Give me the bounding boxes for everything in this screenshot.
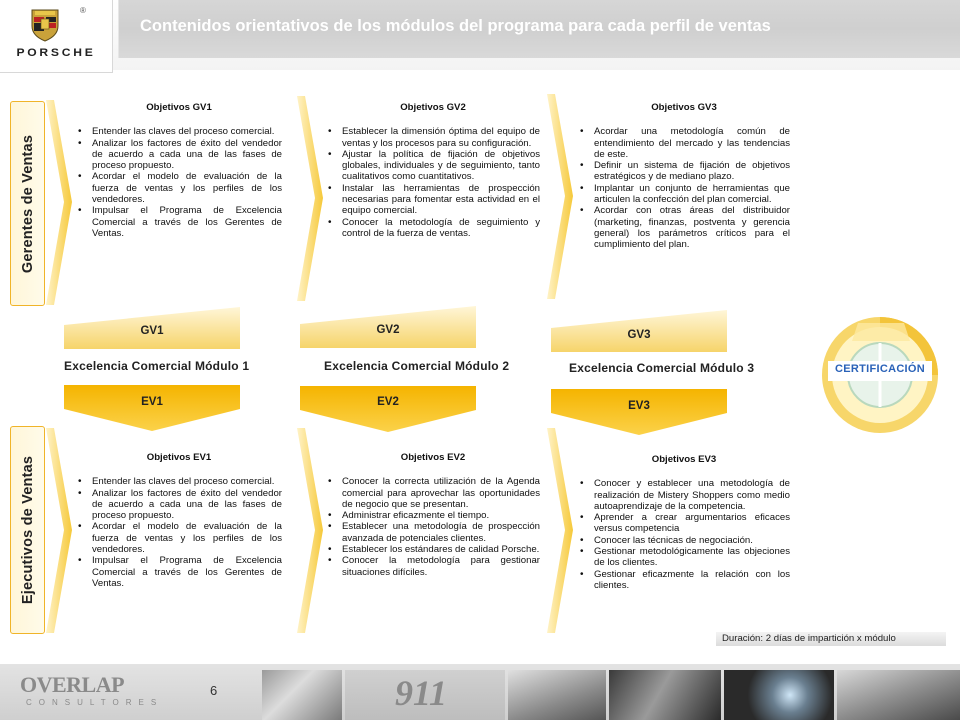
ev1-arrow (64, 385, 240, 431)
objetivos-ev2 (326, 452, 540, 578)
module-2-title: Excelencia Comercial Módulo 2 (324, 359, 510, 373)
chevron-ev3 (547, 428, 573, 633)
list-item: • Acordar con otras áreas del distribuidor (marketing, finanzas, postventa y gerencia general) los parámetros críticos para el cumplimiento del plan. (594, 205, 790, 250)
certification-label: CERTIFICACIÓN (834, 363, 926, 375)
certification-icon (818, 283, 942, 439)
list-item: • Acordar el modelo de evaluación de la fuerza de ventas y los perfiles de los vendedores. (92, 521, 282, 555)
gv2-label: GV2 (376, 324, 400, 336)
objetivos-gv3 (578, 102, 790, 251)
gv3-label: GV3 (627, 329, 651, 341)
list-item: • Entender las claves del proceso comercial. (92, 126, 282, 137)
ev3-label: EV3 (628, 400, 650, 412)
photo-interior-thumbnail (609, 670, 721, 720)
page-title: Contenidos orientativos de los módulos del programa para cada perfil de ventas (140, 17, 771, 35)
ev3-arrow (551, 389, 727, 435)
list-item: • Analizar los factores de éxito del vendedor de acuerdo a cada una de las fases de proceso propuesto. (92, 488, 282, 522)
list-item: • Gestionar eficazmente la relación con los clientes. (594, 569, 790, 592)
list-item: • Conocer las técnicas de negociación. (594, 535, 790, 546)
duration-text: Duración: 2 días de impartición x módulo (722, 633, 896, 644)
porsche-logo (0, 0, 113, 73)
objetivos-ev2-list (326, 476, 540, 578)
chevron-gv2 (297, 96, 323, 301)
side-label-gerentes-text: Gerentes de Ventas (19, 134, 36, 273)
list-item: • Aprender a crear argumentarios eficaces versus competencia (594, 512, 790, 535)
objetivos-ev3 (578, 454, 790, 591)
list-item: • Administrar eficazmente el tiempo. (342, 510, 540, 521)
photo-grille-thumbnail (508, 670, 606, 720)
module-1-title: Excelencia Comercial Módulo 1 (64, 359, 250, 373)
list-item: • Conocer la metodología de seguimiento y control de la fuerza de ventas. (342, 217, 540, 240)
module-3-title: Excelencia Comercial Módulo 3 (569, 361, 755, 375)
objetivos-ev1-list (76, 476, 282, 589)
list-item: • Acordar una metodología común de entendimiento del mercado y las tendencias de este. (594, 126, 790, 160)
objetivos-ev1 (76, 452, 282, 589)
photo-headlight-thumbnail (724, 670, 834, 720)
list-item: • Impulsar el Programa de Excelencia Comercial a través de los Gerentes de Ventas. (92, 205, 282, 239)
chevron-ev2 (297, 428, 323, 633)
duration-note (716, 632, 946, 646)
overlap-logo: OVERLAP (20, 672, 125, 697)
page-number: 6 (210, 683, 218, 698)
list-item: • Implantar un conjunto de herramientas que articulen la confección del plan comercial. (594, 183, 790, 206)
objetivos-ev3-list (578, 478, 790, 591)
objetivos-gv3-heading: Objetivos GV3 (651, 102, 717, 113)
objetivos-gv2-heading: Objetivos GV2 (400, 102, 466, 113)
chevron-gv1 (46, 100, 72, 305)
side-label-gerentes (10, 101, 45, 306)
photo-911-thumbnail (345, 670, 505, 720)
side-label-ejecutivos (10, 426, 45, 634)
side-label-ejecutivos-text: Ejecutivos de Ventas (19, 455, 36, 605)
list-item: • Instalar las herramientas de prospección necesarias para fomentar esta actividad en el equipo comercial. (342, 183, 540, 217)
objetivos-gv3-list (578, 126, 790, 250)
list-item: • Gestionar metodológicamente las objeciones de los clientes. (594, 546, 790, 569)
list-item: • Establecer la dimensión óptima del equipo de ventas y los procesos para su configuración. (342, 126, 540, 149)
objetivos-ev3-heading: Objetivos EV3 (651, 454, 717, 465)
list-item: • Establecer una metodología de prospección avanzada de potenciales clientes. (342, 521, 540, 544)
ev2-arrow (300, 386, 476, 432)
objetivos-ev2-heading: Objetivos EV2 (400, 452, 466, 463)
registered-mark: ® (80, 6, 86, 15)
porsche-crest-icon (30, 8, 60, 42)
list-item: • Entender las claves del proceso comercial. (92, 476, 282, 487)
chevron-gv3 (547, 94, 573, 299)
objetivos-gv1 (76, 102, 282, 239)
list-item: • Acordar el modelo de evaluación de la fuerza de ventas y los perfiles de los vendedores. (92, 171, 282, 205)
objetivos-ev1-heading: Objetivos EV1 (146, 452, 212, 463)
ev2-label: EV2 (377, 396, 399, 408)
list-item: • Conocer la metodología para gestionar situaciones difíciles. (342, 555, 540, 578)
list-item: • Ajustar la política de fijación de objetivos globales, individuales y de seguimiento, tanto cualitativos como cuantitativos. (342, 149, 540, 183)
ev1-label: EV1 (141, 396, 163, 408)
porsche-wordmark: PORSCHE (16, 47, 96, 59)
photo-cars-thumbnail (262, 670, 342, 720)
objetivos-gv1-list (76, 126, 282, 239)
objetivos-gv2-list (326, 126, 540, 239)
overlap-logo-subtitle: CONSULTORES (26, 698, 164, 707)
gv1-label: GV1 (140, 325, 164, 337)
list-item: • Conocer y establecer una metodología de realización de Mistery Shoppers como medio autoaprendizaje de la competencia. (594, 478, 790, 512)
model-911-text: 911 (395, 673, 448, 713)
photo-car-detail-thumbnail (837, 670, 960, 720)
list-item: • Establecer los estándares de calidad Porsche. (342, 544, 540, 555)
objetivos-gv2 (326, 102, 540, 239)
list-item: • Conocer la correcta utilización de la Agenda comercial para aprovechar las oportunidades de negocio que se presentan. (342, 476, 540, 510)
list-item: • Impulsar el Programa de Excelencia Comercial a través de los Gerentes de Ventas. (92, 555, 282, 589)
list-item: • Definir un sistema de fijación de objetivos estratégicos y de mediano plazo. (594, 160, 790, 183)
objetivos-gv1-heading: Objetivos GV1 (146, 102, 212, 113)
list-item: • Analizar los factores de éxito del vendedor de acuerdo a cada una de las fases de proceso propuesto. (92, 138, 282, 172)
chevron-ev1 (46, 428, 72, 633)
